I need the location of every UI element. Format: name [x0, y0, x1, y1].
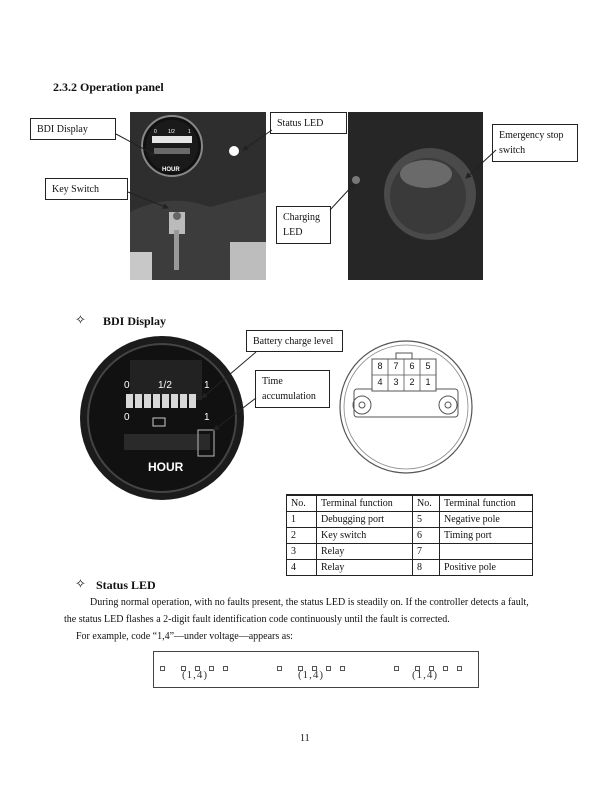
flash-square-icon — [160, 666, 165, 671]
gauge-one-bottom: 1 — [204, 412, 210, 423]
gauge-one-top: 1 — [204, 380, 210, 391]
callout-status-led: Status LED — [270, 112, 347, 134]
table-row — [287, 544, 533, 560]
flash-square-icon — [277, 666, 282, 671]
table-cell: 6 — [413, 528, 440, 544]
table-cell: Key switch — [317, 528, 413, 544]
table-cell: Positive pole — [440, 560, 533, 576]
flash-code-label: (1,4) — [298, 669, 325, 681]
gauge-hour-label: HOUR — [148, 460, 184, 474]
bdi-heading: BDI Display — [103, 314, 167, 328]
pin-label: 1 — [425, 377, 431, 387]
table-cell: Relay — [317, 560, 413, 576]
pin-label: 4 — [377, 377, 383, 387]
status-led-heading: Status LED — [96, 578, 156, 592]
flash-square-icon — [340, 666, 345, 671]
table-cell: Relay — [317, 544, 413, 560]
photo-hour-label: HOUR — [162, 167, 180, 173]
table-cell: Debugging port — [317, 512, 413, 528]
pin-label: 3 — [393, 377, 399, 387]
table-cell: 2 — [287, 528, 317, 544]
bdi-bullet-icon: ✧ — [75, 312, 86, 327]
flash-square-icon — [457, 666, 462, 671]
table-cell: 3 — [287, 544, 317, 560]
table-header: No. — [413, 495, 440, 512]
gauge-zero-top: 0 — [124, 380, 130, 391]
table-row — [287, 560, 533, 576]
flash-square-icon — [443, 666, 448, 671]
flash-square-icon — [394, 666, 399, 671]
charging-led-line2: LED — [283, 227, 303, 238]
table-cell: Negative pole — [440, 512, 533, 528]
photo-zero-label: 0 — [154, 129, 157, 135]
connector-back-view — [336, 337, 476, 477]
table-row — [287, 528, 533, 544]
arrow-battery — [202, 352, 256, 398]
photo-one-label: 1 — [188, 129, 191, 135]
flash-square-icon — [326, 666, 331, 671]
charging-led-line1: Charging — [283, 212, 321, 223]
callout-bdi-display: BDI Display — [30, 118, 116, 140]
time-line2: accumulation — [262, 391, 316, 402]
flash-square-icon — [223, 666, 228, 671]
pin-label: 5 — [425, 361, 431, 371]
pin-label: 8 — [377, 361, 383, 371]
page-number: 11 — [300, 733, 310, 744]
pin-label: 6 — [409, 361, 415, 371]
connector-top-row — [372, 361, 436, 371]
flash-code-label: (1,4) — [412, 669, 439, 681]
gauge-half: 1/2 — [158, 380, 172, 391]
status-bullet-icon: ✧ — [75, 576, 86, 591]
emergency-line1: Emergency stop — [499, 130, 564, 141]
arrow-bdi — [116, 134, 155, 155]
connector-bottom-row — [372, 377, 436, 387]
callout-arrows-top — [0, 0, 612, 300]
table-cell: 4 — [287, 560, 317, 576]
table-cell: 1 — [287, 512, 317, 528]
table-header: No. — [287, 495, 317, 512]
arrow-charging — [330, 184, 354, 210]
table-cell: 5 — [413, 512, 440, 528]
table-cell: 8 — [413, 560, 440, 576]
callout-key-switch: Key Switch — [45, 178, 128, 200]
callout-battery-charge-level: Battery charge level — [246, 330, 343, 352]
table-cell — [440, 544, 533, 560]
table-header: Terminal function — [440, 495, 533, 512]
arrow-emergency — [466, 150, 496, 178]
table-cell: 7 — [413, 544, 440, 560]
flash-square-icon — [209, 666, 214, 671]
status-paragraph-line1: During normal operation, with no faults present, the status LED is steadily on. If the controller detects a fault, — [90, 597, 529, 608]
arrow-status — [243, 130, 272, 150]
emergency-line2: switch — [499, 145, 526, 156]
pin-label: 2 — [409, 377, 415, 387]
time-line1: Time — [262, 376, 283, 387]
gauge-zero-bottom: 0 — [124, 412, 130, 423]
photo-half-label: 1/2 — [168, 129, 175, 135]
table-cell: Timing port — [440, 528, 533, 544]
table-header-row — [287, 495, 533, 512]
connector-diagram — [336, 337, 476, 477]
callout-arrows-bdi — [0, 300, 612, 460]
terminal-table — [286, 494, 533, 576]
table-row — [287, 512, 533, 528]
status-paragraph-line2: the status LED flashes a 2-digit fault identification code continuously until the fault is corrected. — [64, 614, 450, 625]
status-paragraph-line3: For example, code “1,4”—under voltage—appears as: — [76, 631, 293, 642]
arrow-key — [128, 192, 168, 208]
pin-label: 7 — [393, 361, 399, 371]
table-header: Terminal function — [317, 495, 413, 512]
arrow-time — [214, 398, 256, 430]
section-heading: 2.3.2 Operation panel — [53, 80, 164, 94]
flash-code-label: (1,4) — [182, 669, 209, 681]
flash-code-box — [153, 651, 479, 688]
